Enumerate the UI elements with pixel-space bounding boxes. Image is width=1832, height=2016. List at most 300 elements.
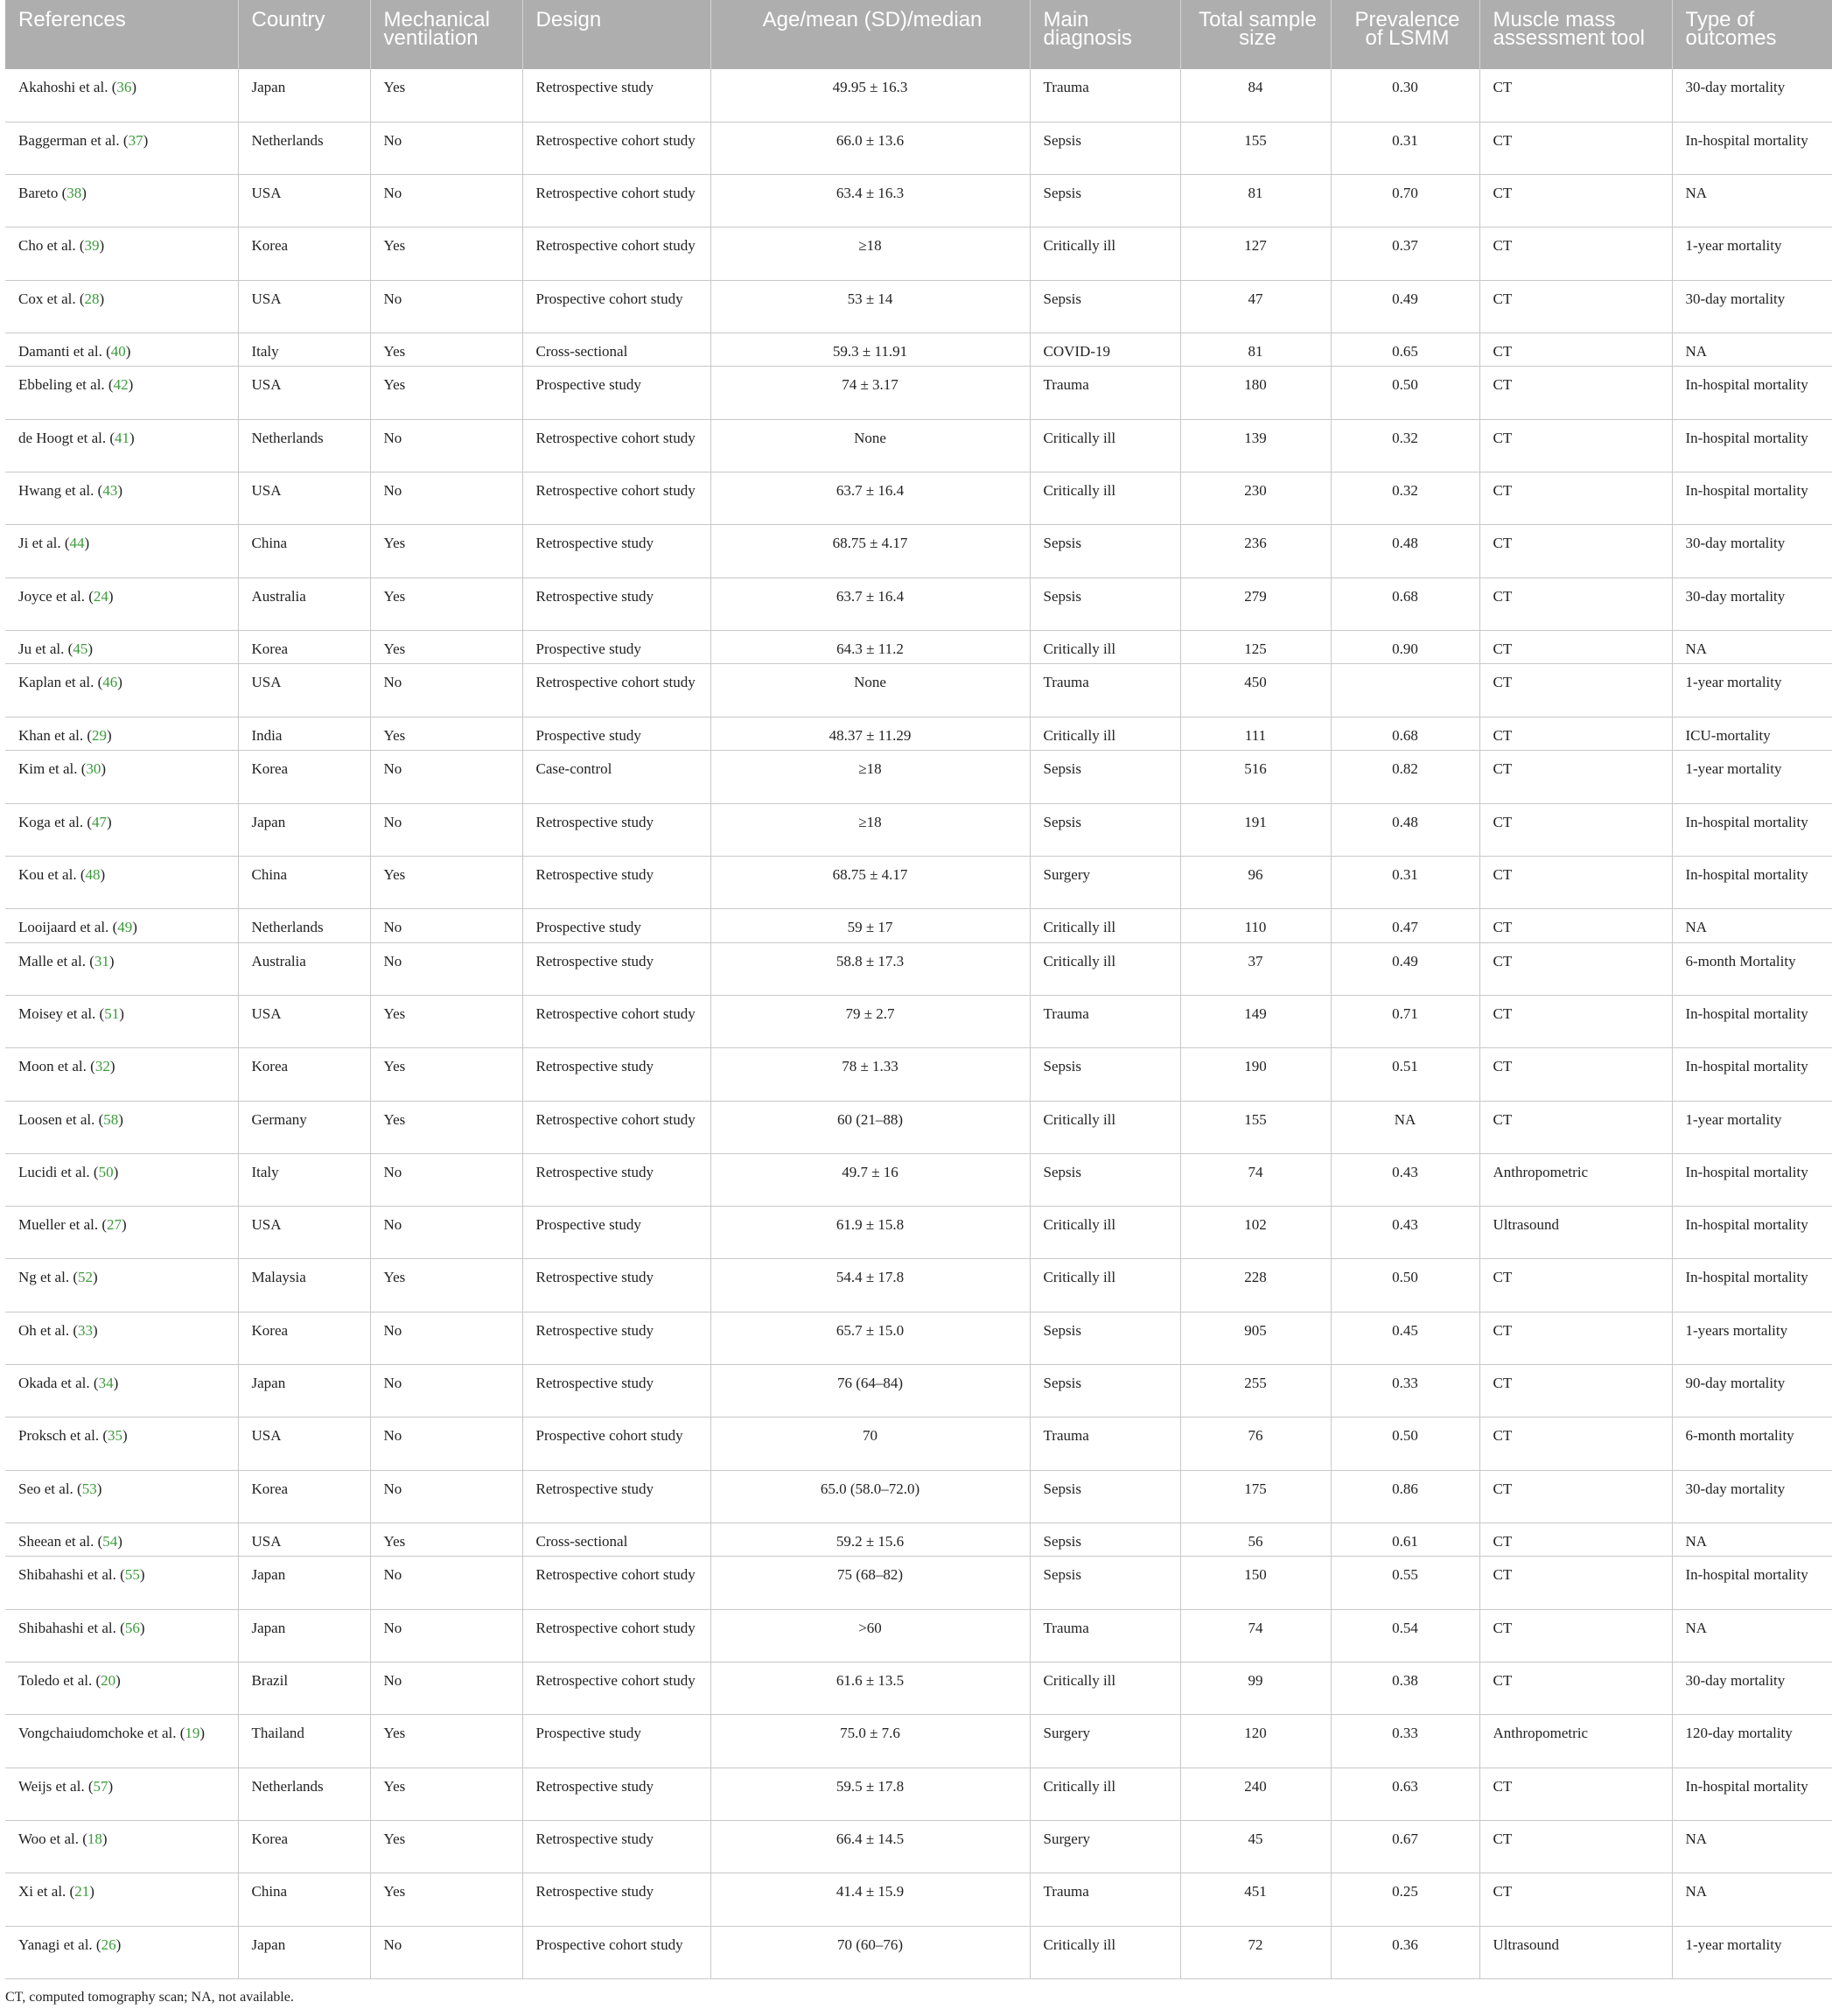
reference-author: de Hoogt et al. ( — [18, 429, 115, 446]
cell-reference — [5, 122, 238, 174]
cell-country: Malaysia — [238, 1259, 370, 1312]
reference-author: Kou et al. ( — [18, 865, 86, 883]
cell-reference — [5, 175, 238, 228]
reference-close-paren: ) — [143, 131, 149, 149]
reference-number-link[interactable]: 43 — [102, 482, 118, 500]
cell-sample-size: 236 — [1180, 525, 1331, 578]
reference-number-link[interactable]: 21 — [74, 1883, 90, 1900]
cell-sample-size: 191 — [1180, 803, 1331, 856]
cell-prevalence: NA — [1331, 1101, 1479, 1153]
cell-country: USA — [238, 1207, 370, 1259]
header-references: References — [5, 0, 238, 69]
cell-country: Germany — [238, 1101, 370, 1153]
cell-assessment-tool: Anthropometric — [1479, 1153, 1672, 1206]
cell-country: USA — [238, 367, 370, 419]
cell-prevalence: 0.31 — [1331, 122, 1479, 174]
cell-age: 59.5 ± 17.8 — [710, 1768, 1030, 1820]
cell-assessment-tool: CT — [1479, 228, 1672, 280]
cell-main-diagnosis: Sepsis — [1030, 578, 1180, 630]
cell-design: Retrospective cohort study — [522, 419, 710, 472]
cell-design: Retrospective study — [522, 1873, 710, 1926]
cell-outcome: In-hospital mortality — [1672, 122, 1832, 174]
cell-design: Prospective study — [522, 367, 710, 419]
cell-sample-size: 96 — [1180, 856, 1331, 908]
cell-age: 41.4 ± 15.9 — [710, 1873, 1030, 1926]
table-row — [5, 280, 1832, 332]
reference-author: Woo et al. ( — [18, 1830, 87, 1847]
table-row — [5, 419, 1832, 472]
table-row — [5, 175, 1832, 228]
reference-number-link[interactable]: 57 — [93, 1777, 108, 1795]
cell-prevalence: 0.90 — [1331, 630, 1479, 664]
reference-close-paren: ) — [108, 1777, 114, 1795]
reference-close-paren: ) — [99, 290, 105, 307]
table-row — [5, 1768, 1832, 1820]
reference-number-link[interactable]: 36 — [116, 79, 132, 95]
cell-main-diagnosis: Trauma — [1030, 1609, 1180, 1662]
cell-assessment-tool: CT — [1479, 1101, 1672, 1153]
cell-assessment-tool: CT — [1479, 525, 1672, 578]
reference-number-link[interactable]: 40 — [110, 342, 126, 360]
reference-number-link[interactable]: 55 — [124, 1566, 140, 1584]
cell-outcome: NA — [1672, 1873, 1832, 1926]
cell-main-diagnosis: Sepsis — [1030, 1312, 1180, 1364]
reference-close-paren: ) — [117, 674, 122, 691]
cell-mechanical-ventilation: No — [370, 1662, 522, 1715]
cell-sample-size: 45 — [1180, 1820, 1331, 1872]
reference-number-link[interactable]: 35 — [107, 1427, 122, 1445]
cell-reference — [5, 909, 238, 943]
reference-close-paren: ) — [125, 342, 131, 360]
cell-country: USA — [238, 664, 370, 717]
cell-main-diagnosis: Trauma — [1030, 367, 1180, 419]
cell-prevalence: 0.71 — [1331, 995, 1479, 1047]
cell-prevalence: 0.43 — [1331, 1153, 1479, 1206]
table-row — [5, 1153, 1832, 1206]
table-row — [5, 367, 1832, 419]
cell-design: Cross-sectional — [522, 332, 710, 367]
cell-outcome: NA — [1672, 630, 1832, 664]
cell-sample-size: 240 — [1180, 1768, 1331, 1820]
reference-close-paren: ) — [128, 376, 134, 394]
reference-author: Mueller et al. ( — [18, 1216, 108, 1234]
cell-mechanical-ventilation: No — [370, 751, 522, 803]
reference-close-paren: ) — [109, 1058, 115, 1075]
cell-reference — [5, 1259, 238, 1312]
reference-author: Xi et al. ( — [18, 1883, 75, 1900]
reference-close-paren: ) — [139, 1566, 145, 1584]
cell-age: 59.2 ± 15.6 — [710, 1522, 1030, 1557]
cell-outcome: 90-day mortality — [1672, 1365, 1832, 1418]
cell-prevalence: 0.82 — [1331, 751, 1479, 803]
cell-age: 63.4 ± 16.3 — [710, 175, 1030, 228]
reference-number-link[interactable]: 26 — [101, 1936, 116, 1953]
cell-mechanical-ventilation: No — [370, 1365, 522, 1418]
cell-sample-size: 74 — [1180, 1609, 1331, 1662]
cell-age: 61.9 ± 15.8 — [710, 1207, 1030, 1259]
cell-prevalence: 0.37 — [1331, 228, 1479, 280]
cell-outcome: 30-day mortality — [1672, 69, 1832, 122]
cell-assessment-tool: CT — [1479, 367, 1672, 419]
cell-reference — [5, 332, 238, 367]
cell-sample-size: 99 — [1180, 1662, 1331, 1715]
cell-mechanical-ventilation: No — [370, 280, 522, 332]
cell-sample-size: 279 — [1180, 578, 1331, 630]
table-row — [5, 1522, 1832, 1557]
cell-age: 66.4 ± 14.5 — [710, 1820, 1030, 1872]
table-row — [5, 995, 1832, 1047]
reference-author: Shibahashi et al. ( — [18, 1566, 125, 1584]
cell-assessment-tool: CT — [1479, 472, 1672, 525]
cell-outcome: 1-year mortality — [1672, 1101, 1832, 1153]
reference-number-link[interactable]: 30 — [86, 760, 101, 778]
cell-age: 54.4 ± 17.8 — [710, 1259, 1030, 1312]
cell-country: China — [238, 525, 370, 578]
cell-prevalence: 0.25 — [1331, 1873, 1479, 1926]
cell-mechanical-ventilation: Yes — [370, 1259, 522, 1312]
reference-number-link[interactable]: 54 — [102, 1532, 118, 1550]
reference-number-link[interactable]: 42 — [113, 376, 129, 394]
cell-main-diagnosis: Sepsis — [1030, 1522, 1180, 1557]
cell-assessment-tool: CT — [1479, 419, 1672, 472]
reference-close-paren: ) — [101, 760, 107, 778]
reference-author: Ebbeling et al. ( — [18, 376, 114, 394]
cell-mechanical-ventilation: Yes — [370, 228, 522, 280]
reference-close-paren: ) — [139, 1619, 145, 1636]
cell-prevalence: 0.68 — [1331, 717, 1479, 751]
reference-author: Shibahashi et al. ( — [18, 1619, 125, 1636]
cell-main-diagnosis: Trauma — [1030, 1418, 1180, 1470]
cell-main-diagnosis: Critically ill — [1030, 1926, 1180, 1978]
cell-main-diagnosis: Sepsis — [1030, 525, 1180, 578]
reference-author: Moisey et al. ( — [18, 1004, 105, 1022]
reference-close-paren: ) — [122, 1427, 128, 1445]
cell-design: Retrospective cohort study — [522, 175, 710, 228]
studies-table — [5, 0, 1832, 1979]
cell-prevalence: 0.54 — [1331, 1609, 1479, 1662]
cell-main-diagnosis: Critically ill — [1030, 1101, 1180, 1153]
reference-number-link[interactable]: 37 — [128, 131, 143, 149]
cell-main-diagnosis: Trauma — [1030, 995, 1180, 1047]
cell-country: Netherlands — [238, 909, 370, 943]
cell-main-diagnosis: Critically ill — [1030, 909, 1180, 943]
reference-author: Okada et al. ( — [18, 1375, 99, 1392]
cell-country: USA — [238, 995, 370, 1047]
reference-close-paren: ) — [117, 482, 122, 500]
cell-age: >60 — [710, 1609, 1030, 1662]
reference-close-paren: ) — [119, 1004, 124, 1022]
cell-outcome: In-hospital mortality — [1672, 1259, 1832, 1312]
cell-country: USA — [238, 472, 370, 525]
cell-outcome: NA — [1672, 1820, 1832, 1872]
cell-prevalence — [1331, 664, 1479, 717]
reference-author: Cox et al. ( — [18, 290, 85, 307]
cell-country: Japan — [238, 69, 370, 122]
table-row — [5, 664, 1832, 717]
table-header-row — [5, 0, 1832, 69]
cell-sample-size: 110 — [1180, 909, 1331, 943]
cell-age: 79 ± 2.7 — [710, 995, 1030, 1047]
reference-number-link[interactable]: 51 — [104, 1004, 120, 1022]
reference-number-link[interactable]: 34 — [98, 1375, 114, 1392]
cell-reference — [5, 1873, 238, 1926]
reference-number-link[interactable]: 53 — [81, 1480, 97, 1497]
cell-age: 61.6 ± 13.5 — [710, 1662, 1030, 1715]
cell-outcome: 1-year mortality — [1672, 664, 1832, 717]
cell-mechanical-ventilation: Yes — [370, 630, 522, 664]
cell-assessment-tool: CT — [1479, 332, 1672, 367]
cell-main-diagnosis: Sepsis — [1030, 280, 1180, 332]
table-row — [5, 1609, 1832, 1662]
cell-reference — [5, 578, 238, 630]
cell-design: Prospective cohort study — [522, 280, 710, 332]
reference-number-link[interactable]: 38 — [66, 185, 82, 202]
table-row — [5, 803, 1832, 856]
reference-number-link[interactable]: 45 — [73, 640, 88, 657]
cell-main-diagnosis: Sepsis — [1030, 1365, 1180, 1418]
cell-age: 63.7 ± 16.4 — [710, 472, 1030, 525]
cell-main-diagnosis: Trauma — [1030, 1873, 1180, 1926]
cell-outcome: 30-day mortality — [1672, 280, 1832, 332]
cell-main-diagnosis: Trauma — [1030, 664, 1180, 717]
cell-age: None — [710, 664, 1030, 717]
cell-sample-size: 155 — [1180, 122, 1331, 174]
cell-prevalence: 0.51 — [1331, 1048, 1479, 1101]
cell-main-diagnosis: Surgery — [1030, 856, 1180, 908]
cell-assessment-tool: CT — [1479, 1522, 1672, 1557]
cell-reference — [5, 1715, 238, 1768]
cell-main-diagnosis: Sepsis — [1030, 1153, 1180, 1206]
cell-assessment-tool: CT — [1479, 1820, 1672, 1872]
reference-close-paren: ) — [199, 1725, 206, 1742]
cell-outcome: In-hospital mortality — [1672, 1768, 1832, 1820]
table-footnote: CT, computed tomography scan; NA, not available. — [5, 1990, 294, 2005]
cell-assessment-tool: CT — [1479, 1557, 1672, 1609]
cell-design: Retrospective study — [522, 942, 710, 995]
cell-design: Retrospective cohort study — [522, 1609, 710, 1662]
header-prevalence: Prevalence of LSMM — [1331, 0, 1479, 69]
cell-reference — [5, 472, 238, 525]
reference-close-paren: ) — [118, 1110, 123, 1128]
cell-outcome: 1-year mortality — [1672, 228, 1832, 280]
cell-outcome: In-hospital mortality — [1672, 856, 1832, 908]
reference-number-link[interactable]: 27 — [107, 1216, 122, 1234]
cell-design: Prospective cohort study — [522, 1418, 710, 1470]
cell-age: 49.7 ± 16 — [710, 1153, 1030, 1206]
cell-mechanical-ventilation: Yes — [370, 1101, 522, 1153]
cell-design: Retrospective study — [522, 856, 710, 908]
cell-mechanical-ventilation: No — [370, 1207, 522, 1259]
cell-reference — [5, 803, 238, 856]
table-row — [5, 909, 1832, 943]
reference-number-link[interactable]: 50 — [98, 1163, 114, 1180]
reference-author: Loosen et al. ( — [18, 1110, 104, 1128]
cell-age: 58.8 ± 17.3 — [710, 942, 1030, 995]
reference-number-link[interactable]: 20 — [101, 1672, 116, 1690]
reference-number-link[interactable]: 49 — [117, 919, 133, 936]
cell-design: Prospective cohort study — [522, 1926, 710, 1978]
cell-main-diagnosis: Critically ill — [1030, 1259, 1180, 1312]
reference-close-paren: ) — [99, 237, 105, 255]
reference-author: Toledo et al. ( — [18, 1672, 101, 1690]
cell-prevalence: 0.55 — [1331, 1557, 1479, 1609]
reference-number-link[interactable]: 52 — [77, 1269, 93, 1286]
reference-close-paren: ) — [107, 726, 112, 744]
reference-number-link[interactable]: 58 — [103, 1110, 119, 1128]
cell-main-diagnosis: Sepsis — [1030, 1470, 1180, 1522]
reference-number-link[interactable]: 31 — [94, 952, 109, 970]
cell-reference — [5, 419, 238, 472]
reference-number-link[interactable]: 48 — [85, 865, 101, 883]
cell-country: Korea — [238, 751, 370, 803]
cell-age: 59.3 ± 11.91 — [710, 332, 1030, 367]
table-row — [5, 1662, 1832, 1715]
table-row — [5, 1926, 1832, 1978]
cell-sample-size: 155 — [1180, 1101, 1331, 1153]
reference-close-paren: ) — [84, 535, 90, 552]
cell-age: 60 (21–88) — [710, 1101, 1030, 1153]
reference-number-link[interactable]: 28 — [84, 290, 100, 307]
header-mechanical-ventilation: Mechanical ventilation — [370, 0, 522, 69]
cell-assessment-tool: CT — [1479, 1470, 1672, 1522]
cell-country: Japan — [238, 1365, 370, 1418]
reference-close-paren: ) — [101, 1830, 108, 1847]
cell-main-diagnosis: Surgery — [1030, 1820, 1180, 1872]
table-body — [5, 69, 1832, 1978]
cell-assessment-tool: CT — [1479, 942, 1672, 995]
cell-mechanical-ventilation: Yes — [370, 1820, 522, 1872]
reference-number-link[interactable]: 29 — [92, 726, 108, 744]
reference-number-link[interactable]: 56 — [124, 1619, 140, 1636]
cell-assessment-tool: Ultrasound — [1479, 1926, 1672, 1978]
header-country: Country — [238, 0, 370, 69]
reference-number-link[interactable]: 44 — [69, 535, 85, 552]
cell-prevalence: 0.32 — [1331, 472, 1479, 525]
cell-main-diagnosis: Critically ill — [1030, 1662, 1180, 1715]
cell-age: ≥18 — [710, 751, 1030, 803]
cell-assessment-tool: CT — [1479, 122, 1672, 174]
cell-age: 49.95 ± 16.3 — [710, 69, 1030, 122]
cell-sample-size: 139 — [1180, 419, 1331, 472]
cell-country: Korea — [238, 1312, 370, 1364]
header-total-sample-size: Total sample size — [1180, 0, 1331, 69]
cell-reference — [5, 1470, 238, 1522]
cell-prevalence: 0.36 — [1331, 1926, 1479, 1978]
cell-sample-size: 255 — [1180, 1365, 1331, 1418]
reference-close-paren: ) — [81, 185, 87, 202]
reference-number-link[interactable]: 24 — [93, 587, 108, 605]
cell-design: Retrospective study — [522, 578, 710, 630]
reference-author: Ng et al. ( — [18, 1269, 78, 1286]
cell-sample-size: 230 — [1180, 472, 1331, 525]
cell-assessment-tool: CT — [1479, 1662, 1672, 1715]
cell-sample-size: 127 — [1180, 228, 1331, 280]
cell-country: Korea — [238, 1470, 370, 1522]
cell-outcome: 1-year mortality — [1672, 1926, 1832, 1978]
reference-author: Bareto ( — [18, 185, 67, 202]
table-row — [5, 630, 1832, 664]
cell-main-diagnosis: COVID-19 — [1030, 332, 1180, 367]
cell-outcome: In-hospital mortality — [1672, 1153, 1832, 1206]
cell-sample-size: 56 — [1180, 1522, 1331, 1557]
reference-number-link[interactable]: 33 — [77, 1321, 93, 1339]
header-age: Age/mean (SD)/median — [710, 0, 1030, 69]
reference-number-link[interactable]: 32 — [94, 1058, 110, 1075]
studies-table-container — [5, 0, 1808, 1979]
cell-mechanical-ventilation: Yes — [370, 332, 522, 367]
cell-country: Japan — [238, 1557, 370, 1609]
cell-age: 70 — [710, 1418, 1030, 1470]
reference-number-link[interactable]: 47 — [92, 813, 108, 830]
reference-author: Cho et al. ( — [18, 237, 85, 255]
reference-author: Ju et al. ( — [18, 640, 73, 657]
cell-design: Retrospective study — [522, 1048, 710, 1101]
cell-mechanical-ventilation: No — [370, 1926, 522, 1978]
cell-mechanical-ventilation: No — [370, 942, 522, 995]
cell-design: Prospective study — [522, 909, 710, 943]
header-main-diagnosis: Main diagnosis — [1030, 0, 1180, 69]
cell-country: Australia — [238, 578, 370, 630]
cell-reference — [5, 69, 238, 122]
cell-sample-size: 72 — [1180, 1926, 1331, 1978]
cell-sample-size: 175 — [1180, 1470, 1331, 1522]
cell-mechanical-ventilation: Yes — [370, 856, 522, 908]
cell-reference — [5, 1207, 238, 1259]
cell-reference — [5, 280, 238, 332]
cell-assessment-tool: CT — [1479, 751, 1672, 803]
cell-country: Australia — [238, 942, 370, 995]
header-design: Design — [522, 0, 710, 69]
cell-main-diagnosis: Critically ill — [1030, 228, 1180, 280]
reference-author: Damanti et al. ( — [18, 342, 111, 360]
cell-outcome: In-hospital mortality — [1672, 995, 1832, 1047]
cell-age: ≥18 — [710, 803, 1030, 856]
reference-number-link[interactable]: 46 — [102, 674, 118, 691]
cell-mechanical-ventilation: No — [370, 1557, 522, 1609]
reference-number-link[interactable]: 41 — [115, 429, 129, 446]
cell-sample-size: 76 — [1180, 1418, 1331, 1470]
cell-sample-size: 84 — [1180, 69, 1331, 122]
cell-outcome: 120-day mortality — [1672, 1715, 1832, 1768]
cell-country: USA — [238, 280, 370, 332]
cell-prevalence: 0.63 — [1331, 1768, 1479, 1820]
cell-sample-size: 102 — [1180, 1207, 1331, 1259]
reference-number-link[interactable]: 39 — [84, 237, 100, 255]
cell-main-diagnosis: Sepsis — [1030, 1048, 1180, 1101]
reference-author: Koga et al. ( — [18, 813, 93, 830]
cell-prevalence: 0.45 — [1331, 1312, 1479, 1364]
cell-main-diagnosis: Sepsis — [1030, 122, 1180, 174]
table-row — [5, 1873, 1832, 1926]
cell-design: Retrospective study — [522, 803, 710, 856]
table-row — [5, 1557, 1832, 1609]
reference-number-link[interactable]: 19 — [185, 1725, 200, 1742]
cell-reference — [5, 1522, 238, 1557]
cell-sample-size: 74 — [1180, 1153, 1331, 1206]
cell-prevalence: 0.68 — [1331, 578, 1479, 630]
reference-number-link[interactable]: 18 — [87, 1830, 102, 1847]
cell-outcome: NA — [1672, 175, 1832, 228]
cell-assessment-tool: CT — [1479, 1365, 1672, 1418]
cell-mechanical-ventilation: Yes — [370, 367, 522, 419]
cell-outcome: NA — [1672, 332, 1832, 367]
cell-main-diagnosis: Critically ill — [1030, 1207, 1180, 1259]
cell-mechanical-ventilation: No — [370, 419, 522, 472]
reference-close-paren: ) — [108, 587, 114, 605]
cell-mechanical-ventilation: Yes — [370, 1715, 522, 1768]
cell-prevalence: 0.50 — [1331, 1418, 1479, 1470]
cell-main-diagnosis: Surgery — [1030, 1715, 1180, 1768]
